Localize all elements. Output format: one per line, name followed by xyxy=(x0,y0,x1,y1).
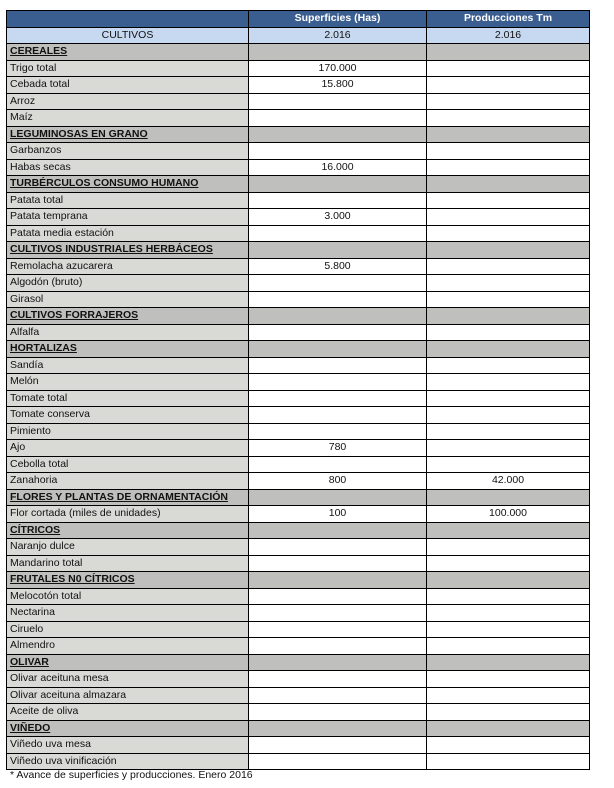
superficie-value xyxy=(249,324,427,341)
produccion-value xyxy=(427,341,590,358)
section-row xyxy=(7,654,590,671)
superficie-value: 5.800 xyxy=(249,258,427,275)
crop-name: Remolacha azucarera xyxy=(7,258,249,275)
produccion-value xyxy=(427,324,590,341)
produccion-value xyxy=(427,704,590,721)
produccion-value xyxy=(427,93,590,110)
crop-name: Mandarino total xyxy=(7,555,249,572)
produccion-value xyxy=(427,242,590,259)
section-title: FRUTALES N0 CÍTRICOS xyxy=(7,572,249,589)
produccion-value: 100.000 xyxy=(427,506,590,523)
produccion-value xyxy=(427,77,590,94)
superficie-value xyxy=(249,621,427,638)
superficie-value xyxy=(249,638,427,655)
superficie-value xyxy=(249,753,427,770)
produccion-value xyxy=(427,621,590,638)
superficie-value xyxy=(249,489,427,506)
crop-row xyxy=(7,275,590,292)
produccion-value xyxy=(427,638,590,655)
section-title: OLIVAR xyxy=(7,654,249,671)
produccion-value xyxy=(427,605,590,622)
section-title: LEGUMINOSAS EN GRANO xyxy=(7,126,249,143)
produccion-value xyxy=(427,489,590,506)
produccion-value xyxy=(427,555,590,572)
section-title: CEREALES xyxy=(7,44,249,61)
section-row xyxy=(7,308,590,325)
crop-row xyxy=(7,555,590,572)
crop-name: Alfalfa xyxy=(7,324,249,341)
header-row-years xyxy=(7,27,590,44)
superficie-value: 800 xyxy=(249,473,427,490)
crop-row xyxy=(7,440,590,457)
superficie-value xyxy=(249,572,427,589)
crop-row xyxy=(7,291,590,308)
crop-name: Cebada total xyxy=(7,77,249,94)
footnote: * Avance de superficies y producciones. Enero 2016 xyxy=(10,769,253,781)
superficie-value xyxy=(249,737,427,754)
section-row xyxy=(7,572,590,589)
superficie-value xyxy=(249,357,427,374)
header-blank-cell xyxy=(7,11,249,28)
produccion-value xyxy=(427,110,590,127)
crop-row xyxy=(7,621,590,638)
crop-row xyxy=(7,77,590,94)
produccion-value xyxy=(427,176,590,193)
superficie-value: 15.800 xyxy=(249,77,427,94)
crop-name: Melón xyxy=(7,374,249,391)
produccion-value xyxy=(427,671,590,688)
superficie-value xyxy=(249,242,427,259)
crop-row xyxy=(7,588,590,605)
produccion-value xyxy=(427,275,590,292)
crop-row xyxy=(7,357,590,374)
crop-name: Garbanzos xyxy=(7,143,249,160)
produccion-value xyxy=(427,737,590,754)
section-title: CULTIVOS FORRAJEROS xyxy=(7,308,249,325)
produccion-value xyxy=(427,258,590,275)
crop-name: Algodón (bruto) xyxy=(7,275,249,292)
crop-row xyxy=(7,258,590,275)
header-superficies: Superficies (Has) xyxy=(249,11,427,28)
crop-row xyxy=(7,159,590,176)
crop-row xyxy=(7,110,590,127)
superficie-value xyxy=(249,110,427,127)
crop-name: Ajo xyxy=(7,440,249,457)
superficie-value: 780 xyxy=(249,440,427,457)
superficie-value: 16.000 xyxy=(249,159,427,176)
crop-row xyxy=(7,704,590,721)
produccion-value xyxy=(427,572,590,589)
produccion-value xyxy=(427,390,590,407)
produccion-value xyxy=(427,308,590,325)
superficie-value xyxy=(249,308,427,325)
crops-table xyxy=(6,10,590,770)
superficie-value xyxy=(249,588,427,605)
crop-row xyxy=(7,671,590,688)
superficie-value xyxy=(249,341,427,358)
crop-name: Nectarina xyxy=(7,605,249,622)
section-row xyxy=(7,341,590,358)
header-cultivos: CULTIVOS xyxy=(7,27,249,44)
crop-name: Flor cortada (miles de unidades) xyxy=(7,506,249,523)
section-title: TURBÉRCULOS CONSUMO HUMANO xyxy=(7,176,249,193)
crop-name: Patata temprana xyxy=(7,209,249,226)
superficie-value xyxy=(249,456,427,473)
crop-name: Trigo total xyxy=(7,60,249,77)
crop-row xyxy=(7,506,590,523)
superficie-value xyxy=(249,654,427,671)
crop-row xyxy=(7,225,590,242)
produccion-value xyxy=(427,753,590,770)
produccion-value xyxy=(427,720,590,737)
crop-row xyxy=(7,473,590,490)
crop-row xyxy=(7,324,590,341)
crop-name: Tomate conserva xyxy=(7,407,249,424)
crop-name: Habas secas xyxy=(7,159,249,176)
superficie-value xyxy=(249,605,427,622)
produccion-value xyxy=(427,423,590,440)
produccion-value xyxy=(427,539,590,556)
crop-name: Sandía xyxy=(7,357,249,374)
crop-name: Almendro xyxy=(7,638,249,655)
crop-name: Patata total xyxy=(7,192,249,209)
crop-name: Pimiento xyxy=(7,423,249,440)
crop-row xyxy=(7,737,590,754)
section-row xyxy=(7,44,590,61)
header-year-superficies: 2.016 xyxy=(249,27,427,44)
produccion-value xyxy=(427,44,590,61)
header-producciones: Producciones Tm xyxy=(427,11,590,28)
produccion-value xyxy=(427,225,590,242)
produccion-value xyxy=(427,522,590,539)
crop-name: Arroz xyxy=(7,93,249,110)
section-row xyxy=(7,522,590,539)
section-row xyxy=(7,176,590,193)
produccion-value xyxy=(427,654,590,671)
crop-row xyxy=(7,390,590,407)
superficie-value xyxy=(249,44,427,61)
superficie-value xyxy=(249,374,427,391)
superficie-value xyxy=(249,522,427,539)
superficie-value xyxy=(249,176,427,193)
produccion-value xyxy=(427,159,590,176)
superficie-value xyxy=(249,704,427,721)
crop-name: Maíz xyxy=(7,110,249,127)
superficie-value: 3.000 xyxy=(249,209,427,226)
crop-row xyxy=(7,374,590,391)
produccion-value xyxy=(427,687,590,704)
section-title: FLORES Y PLANTAS DE ORNAMENTACIÓN xyxy=(7,489,249,506)
crop-row xyxy=(7,423,590,440)
crop-name: Naranjo dulce xyxy=(7,539,249,556)
produccion-value xyxy=(427,209,590,226)
section-row xyxy=(7,489,590,506)
crop-row xyxy=(7,753,590,770)
produccion-value xyxy=(427,407,590,424)
superficie-value xyxy=(249,225,427,242)
produccion-value xyxy=(427,456,590,473)
superficie-value xyxy=(249,720,427,737)
produccion-value xyxy=(427,60,590,77)
section-row xyxy=(7,242,590,259)
crop-row xyxy=(7,605,590,622)
crop-row xyxy=(7,687,590,704)
superficie-value xyxy=(249,93,427,110)
produccion-value xyxy=(427,374,590,391)
crop-name: Tomate total xyxy=(7,390,249,407)
crop-name: Patata media estación xyxy=(7,225,249,242)
crop-row xyxy=(7,456,590,473)
produccion-value xyxy=(427,588,590,605)
crop-name: Aceite de oliva xyxy=(7,704,249,721)
section-row xyxy=(7,126,590,143)
produccion-value xyxy=(427,357,590,374)
superficie-value xyxy=(249,143,427,160)
crop-row xyxy=(7,539,590,556)
header-row-titles xyxy=(7,11,590,28)
section-title: HORTALIZAS xyxy=(7,341,249,358)
crop-row xyxy=(7,192,590,209)
crop-name: Zanahoria xyxy=(7,473,249,490)
superficie-value xyxy=(249,539,427,556)
section-title: VIÑEDO xyxy=(7,720,249,737)
crop-name: Girasol xyxy=(7,291,249,308)
superficie-value: 170.000 xyxy=(249,60,427,77)
section-title: CULTIVOS INDUSTRIALES HERBÁCEOS xyxy=(7,242,249,259)
produccion-value xyxy=(427,440,590,457)
crop-row xyxy=(7,60,590,77)
crop-row xyxy=(7,638,590,655)
crop-name: Cebolla total xyxy=(7,456,249,473)
crop-name: Olivar aceituna almazara xyxy=(7,687,249,704)
superficie-value xyxy=(249,192,427,209)
produccion-value: 42.000 xyxy=(427,473,590,490)
produccion-value xyxy=(427,126,590,143)
superficie-value: 100 xyxy=(249,506,427,523)
produccion-value xyxy=(427,291,590,308)
crop-row xyxy=(7,93,590,110)
crop-name: Ciruelo xyxy=(7,621,249,638)
superficie-value xyxy=(249,407,427,424)
crop-name: Olivar aceituna mesa xyxy=(7,671,249,688)
produccion-value xyxy=(427,192,590,209)
section-row xyxy=(7,720,590,737)
superficie-value xyxy=(249,687,427,704)
header-year-producciones: 2.016 xyxy=(427,27,590,44)
crop-name: Viñedo uva mesa xyxy=(7,737,249,754)
superficie-value xyxy=(249,555,427,572)
superficie-value xyxy=(249,671,427,688)
crop-row xyxy=(7,209,590,226)
produccion-value xyxy=(427,143,590,160)
superficie-value xyxy=(249,126,427,143)
superficie-value xyxy=(249,275,427,292)
crop-name: Melocotón total xyxy=(7,588,249,605)
crop-name: Viñedo uva vinificación xyxy=(7,753,249,770)
superficie-value xyxy=(249,423,427,440)
superficie-value xyxy=(249,390,427,407)
crop-row xyxy=(7,407,590,424)
section-title: CÍTRICOS xyxy=(7,522,249,539)
crop-row xyxy=(7,143,590,160)
superficie-value xyxy=(249,291,427,308)
